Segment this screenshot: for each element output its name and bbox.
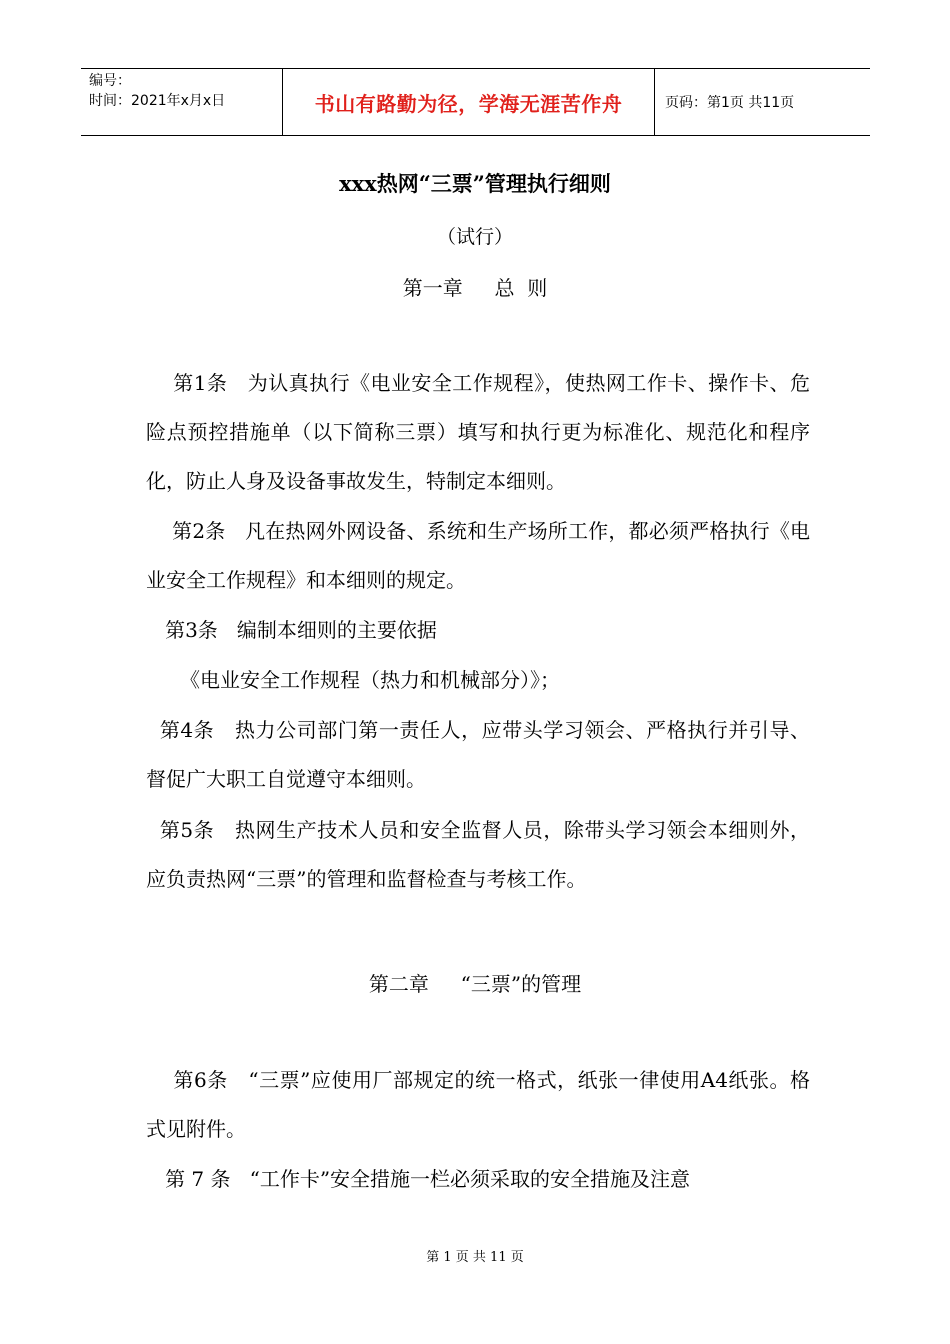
header-motto-cell — [282, 69, 655, 135]
article-3-reference: 《电业安全工作规程（热力和机械部分）》； — [180, 668, 560, 692]
document-title: xxx热网“三票”管理执行细则 — [339, 171, 611, 196]
time-label: 时间：2021年x月x日 — [89, 93, 226, 109]
chapter-1-heading: 第一章 总 则 — [402, 276, 548, 300]
article-2: 第2条 凡在热网外网设备、系统和生产场所工作，都必须严格执行《电业安全工作规程》和本细则的规定。 — [146, 519, 811, 592]
header-table — [81, 68, 870, 136]
article-1: 第1条 为认真执行《电业安全工作规程》，使热网工作卡、操作卡、危险点预控措施单（以下简称三票）填写和执行更为标准化、规范化和程序化，防止人身及设备事故发生，特制定本细则。 — [146, 371, 810, 493]
article-4: 第4条 热力公司部门第一责任人，应带头学习领会、严格执行并引导、督促广大职工自觉遵守本细则。 — [146, 718, 811, 791]
page-info: 页码：第1页 共11页 — [665, 95, 795, 111]
motto-text: 书山有路勤为径，学海无涯苦作舟 — [314, 91, 623, 116]
article-3: 第3条 编制本细则的主要依据 — [146, 618, 437, 642]
header-page-cell — [655, 69, 870, 135]
article-6: 第6条 “三票”应使用厂部规定的统一格式，纸张一律使用A4纸张。格式见附件。 — [146, 1068, 810, 1141]
number-label: 编号： — [89, 73, 131, 89]
article-5: 第5条 热网生产技术人员和安全监督人员，除带头学习领会本细则外，应负责热网“三票”的管理和监督检查与考核工作。 — [146, 818, 811, 891]
article-7: 第 7 条 “工作卡”安全措施一栏必须采取的安全措施及注意 — [146, 1167, 691, 1191]
document-subtitle: （试行） — [436, 226, 513, 248]
chapter-2-heading: 第二章 “三票”的管理 — [368, 972, 582, 996]
header-meta-cell — [81, 69, 282, 135]
page-footer: 第 1 页 共 11 页 — [426, 1250, 524, 1265]
